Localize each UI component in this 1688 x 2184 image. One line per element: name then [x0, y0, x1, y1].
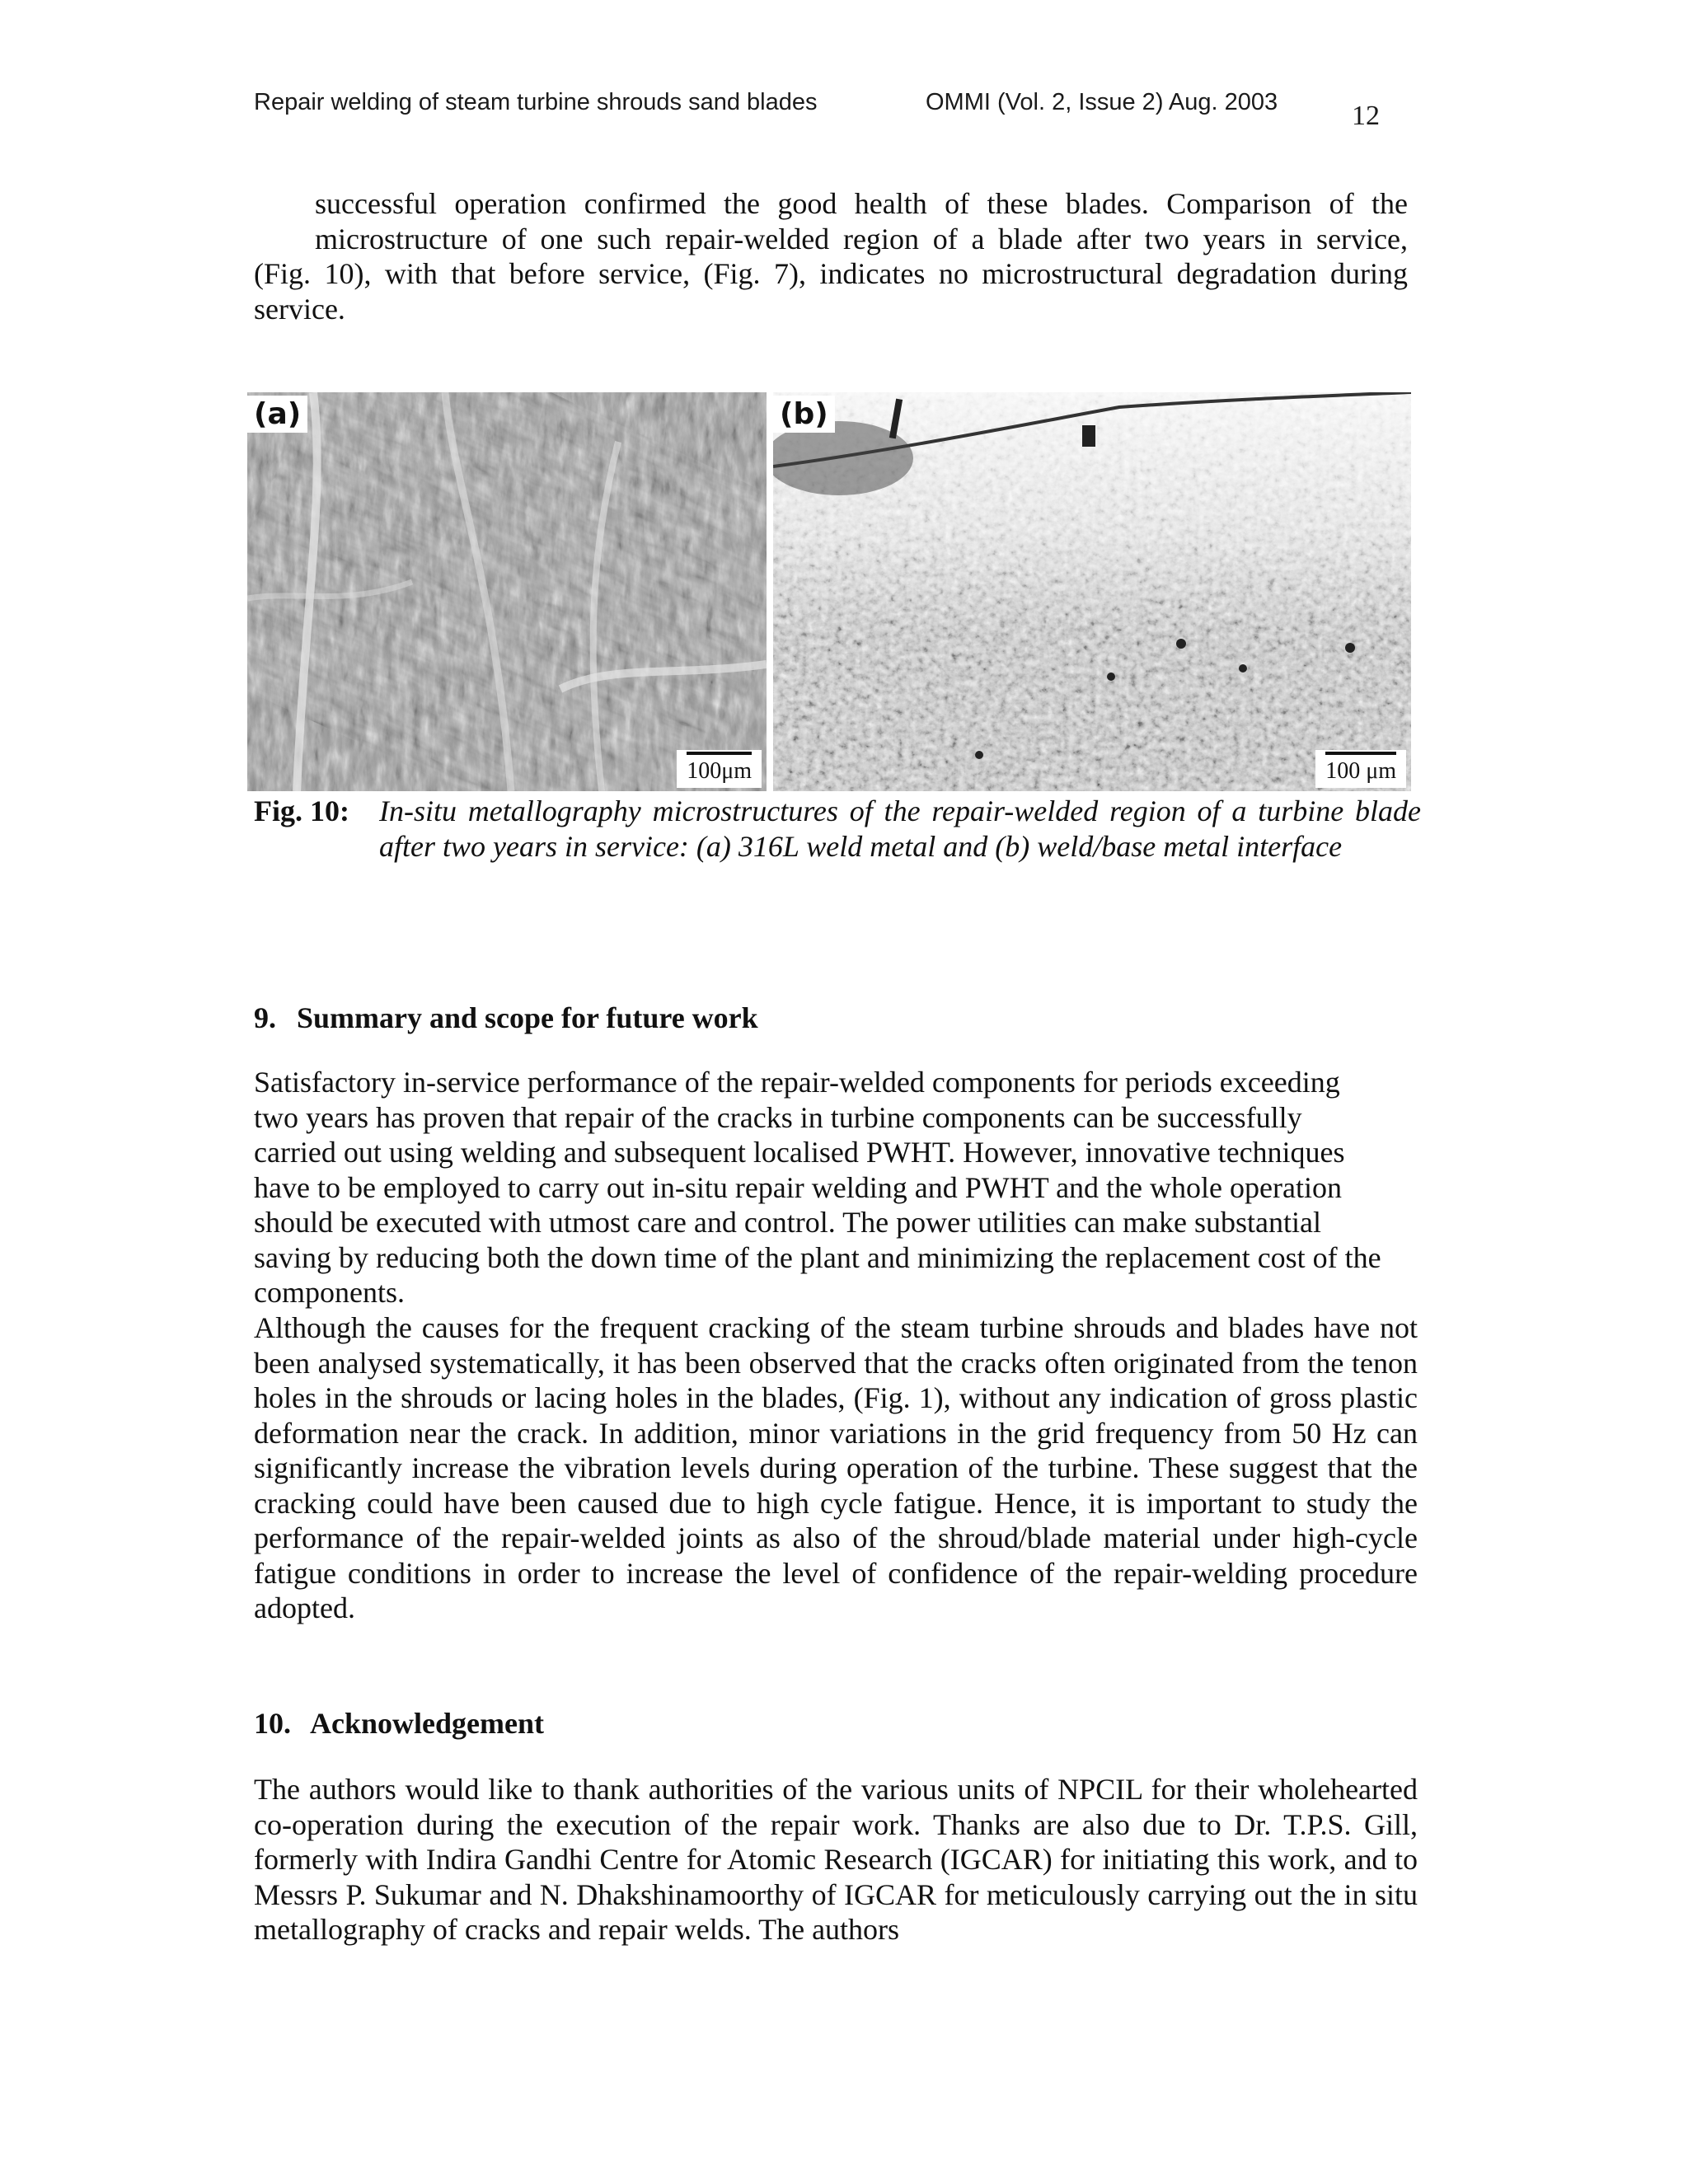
- figure-10: [247, 392, 1411, 791]
- panel-b-label: (b): [773, 396, 835, 433]
- intro-line-1: successful operation confirmed the good health of these blades. Comparison of the: [315, 187, 1408, 220]
- intro-line-2: microstructure of one such repair-welded region of a blade after two years in service,: [315, 222, 1408, 255]
- scale-bar-line: [687, 752, 752, 755]
- section-9-number: 9.: [254, 1001, 276, 1034]
- scale-bar-a: [677, 750, 762, 788]
- header-journal: OMMI (Vol. 2, Issue 2) Aug. 2003: [926, 89, 1278, 115]
- scale-bar-line: [1325, 752, 1396, 755]
- micrograph-a-image: [247, 392, 767, 791]
- running-header: [254, 89, 1416, 130]
- section-heading-10: [254, 1706, 544, 1741]
- section-heading-9: [254, 1001, 758, 1035]
- scale-bar-b-label: 100 μm: [1325, 758, 1396, 784]
- micrograph-b-image: [773, 392, 1411, 791]
- header-title: Repair welding of steam turbine shrouds sand blades: [254, 89, 818, 115]
- page-number: 12: [1352, 101, 1380, 131]
- summary-paragraph-1: Satisfactory in-service performance of the repair-welded components for periods exceeding two years has proven that repair of the cracks in turbine components can be successfully carried out using welding and subsequent localised PWHT. However, innovative techniques have to be employed to carry out in-situ repair welding and PWHT and the whole operation should be executed with utmost care and control. The power utilities can make substantial saving by reducing both the down time of the plant and minimizing the replacement cost of the components.: [254, 1066, 1381, 1309]
- intro-line-rest: (Fig. 10), with that before service, (Fig. 7), indicates no microstructural degradation during service.: [254, 257, 1408, 326]
- acknowledgement-paragraph: The authors would like to thank authorities of the various units of NPCIL for their wholehearted co-operation during the execution of the repair work. Thanks are also due to Dr. T.P.S. Gill, formerly with Indira Gandhi Centre for Atomic Research (IGCAR) for initiating this work, and to Messrs P. Sukumar and N. Dhakshinamoorthy of IGCAR for meticulously carrying out the in situ metallography of cracks and repair welds. The authors: [254, 1773, 1418, 1946]
- section-10-title: Acknowledgement: [310, 1707, 544, 1740]
- intro-paragraph: [254, 186, 1408, 326]
- panel-a-label: (a): [247, 396, 307, 433]
- caption-label: Fig. 10:: [254, 794, 349, 827]
- section-10-number: 10.: [254, 1707, 291, 1740]
- micrograph-b: [773, 392, 1411, 791]
- summary-paragraph-2: Although the causes for the frequent cracking of the steam turbine shrouds and blades have not been analysed systematically, it has been observed that the cracks often originated from the tenon holes in the shrouds or lacing holes in the blades, (Fig. 1), without any indication of gross plastic deformation near the crack. In addition, minor variations in the grid frequency from 50 Hz can significantly increase the vibration levels during operation of the turbine. These suggest that the cracking could have been caused due to high cycle fatigue. Hence, it is important to study the performance of the repair-welded joints as also of the shroud/blade material under high-cycle fatigue conditions in order to increase the level of confidence of the repair-welding procedure adopted.: [254, 1311, 1418, 1624]
- scale-bar-b: [1315, 750, 1406, 788]
- micrograph-a: [247, 392, 767, 791]
- scale-bar-a-label: 100μm: [687, 758, 752, 784]
- caption-text: In-situ metallography microstructures of the repair-welded region of a turbine blade after two years in service: (a) 316L weld metal and (b) weld/base metal interface: [379, 794, 1421, 863]
- section-9-title: Summary and scope for future work: [297, 1001, 758, 1034]
